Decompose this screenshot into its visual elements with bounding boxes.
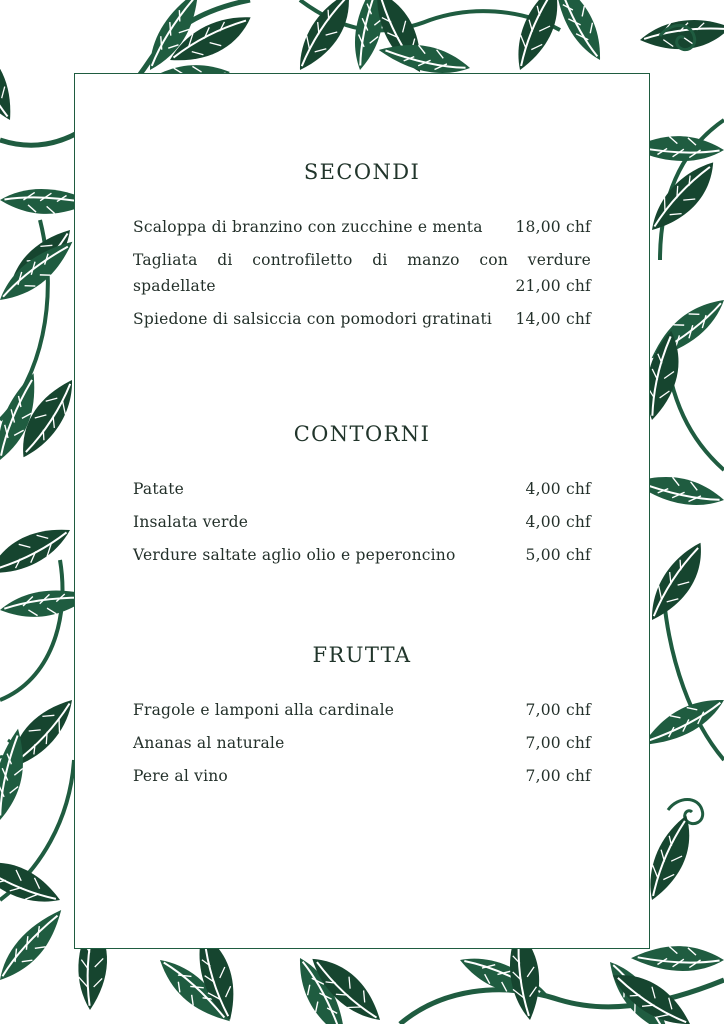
item-list-secondi <box>133 214 591 332</box>
item-list-frutta <box>133 697 591 789</box>
menu-item <box>133 763 591 789</box>
menu-item <box>133 214 591 240</box>
item-name: Spiedone di salsiccia con pomodori gratinati <box>133 310 493 328</box>
item-name: Fragole e lamponi alla cardinale <box>133 701 395 719</box>
item-name: Insalata verde <box>133 513 249 531</box>
menu-item <box>133 247 591 299</box>
item-price: 4,00 chf <box>525 480 591 498</box>
section-frutta <box>133 643 591 796</box>
item-list-contorni <box>133 476 591 568</box>
menu-item <box>133 476 591 502</box>
item-name: Patate <box>133 480 185 498</box>
menu-item <box>133 697 591 723</box>
section-contorni <box>133 422 591 575</box>
menu-item <box>133 730 591 756</box>
item-name: Tagliata di controfiletto di manzo con verdure spadellate <box>133 251 591 295</box>
section-title-frutta: FRUTTA <box>312 643 412 667</box>
item-price: 7,00 chf <box>525 701 591 719</box>
section-secondi <box>133 160 591 339</box>
section-title-contorni: CONTORNI <box>293 422 431 446</box>
item-name: Verdure saltate aglio olio e peperoncino <box>133 546 456 564</box>
section-title-secondi: SECONDI <box>303 160 421 184</box>
item-name: Scaloppa di branzino con zucchine e menta <box>133 218 483 236</box>
item-price: 5,00 chf <box>525 546 591 564</box>
item-price: 14,00 chf <box>515 310 591 328</box>
item-price: 7,00 chf <box>525 734 591 752</box>
item-price: 4,00 chf <box>525 513 591 531</box>
item-name: Pere al vino <box>133 767 228 785</box>
item-price: 21,00 chf <box>515 277 591 295</box>
menu-card <box>74 73 650 949</box>
item-price: 7,00 chf <box>525 767 591 785</box>
item-price: 18,00 chf <box>515 218 591 236</box>
menu-item <box>133 542 591 568</box>
menu-item <box>133 509 591 535</box>
menu-item <box>133 306 591 332</box>
item-name: Ananas al naturale <box>133 734 285 752</box>
